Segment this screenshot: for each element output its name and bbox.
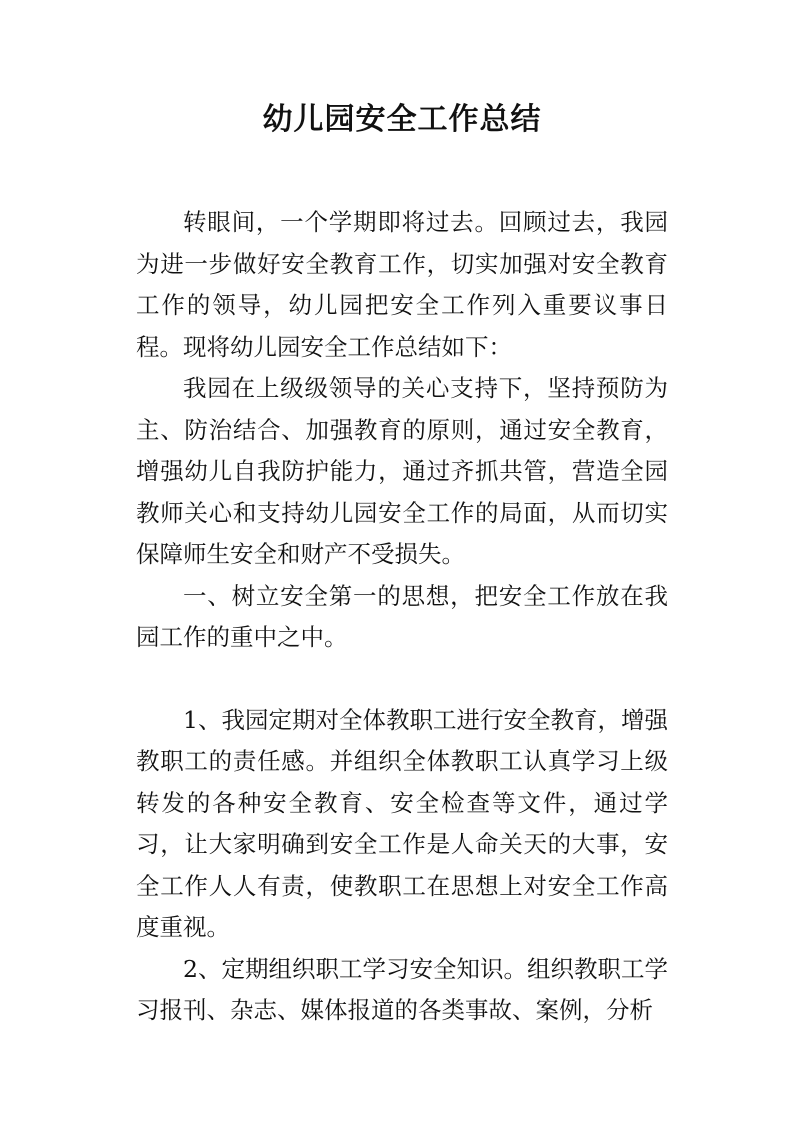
- paragraph-intro: 转眼间，一个学期即将过去。回顾过去，我园为进一步做好安全教育工作，切实加强对安全教育工作的领导，幼儿园把安全工作列入重要议事日程。现将幼儿园安全工作总结如下：: [136, 208, 668, 361]
- paragraph-spacer: [136, 659, 668, 700]
- paragraph-item-2: 2、定期组织职工学习安全知识。组织教职工学习报刊、杂志、媒体报道的各类事故、案例，分析: [136, 954, 668, 1024]
- document-title: 幼儿园安全工作总结: [262, 102, 542, 137]
- section-heading-one: 一、树立安全第一的思想，把安全工作放在我园工作的重中之中。: [136, 581, 668, 651]
- document-body: [136, 202, 668, 1032]
- paragraph-principle: 我园在上级级领导的关心支持下，坚持预防为主、防治结合、加强教育的原则，通过安全教育，增强幼儿自我防护能力，通过齐抓共管，营造全园教师关心和支持幼儿园安全工作的局面，从而切实保障师生安全和财产不受损失。: [136, 374, 668, 568]
- paragraph-item-1: 1、我园定期对全体教职工进行安全教育，增强教职工的责任感。并组织全体教职工认真学习上级转发的各种安全教育、安全检查等文件，通过学习，让大家明确到安全工作是人命关天的大事，安全工作人人有责，使教职工在思想上对安全工作高度重视。: [136, 705, 668, 941]
